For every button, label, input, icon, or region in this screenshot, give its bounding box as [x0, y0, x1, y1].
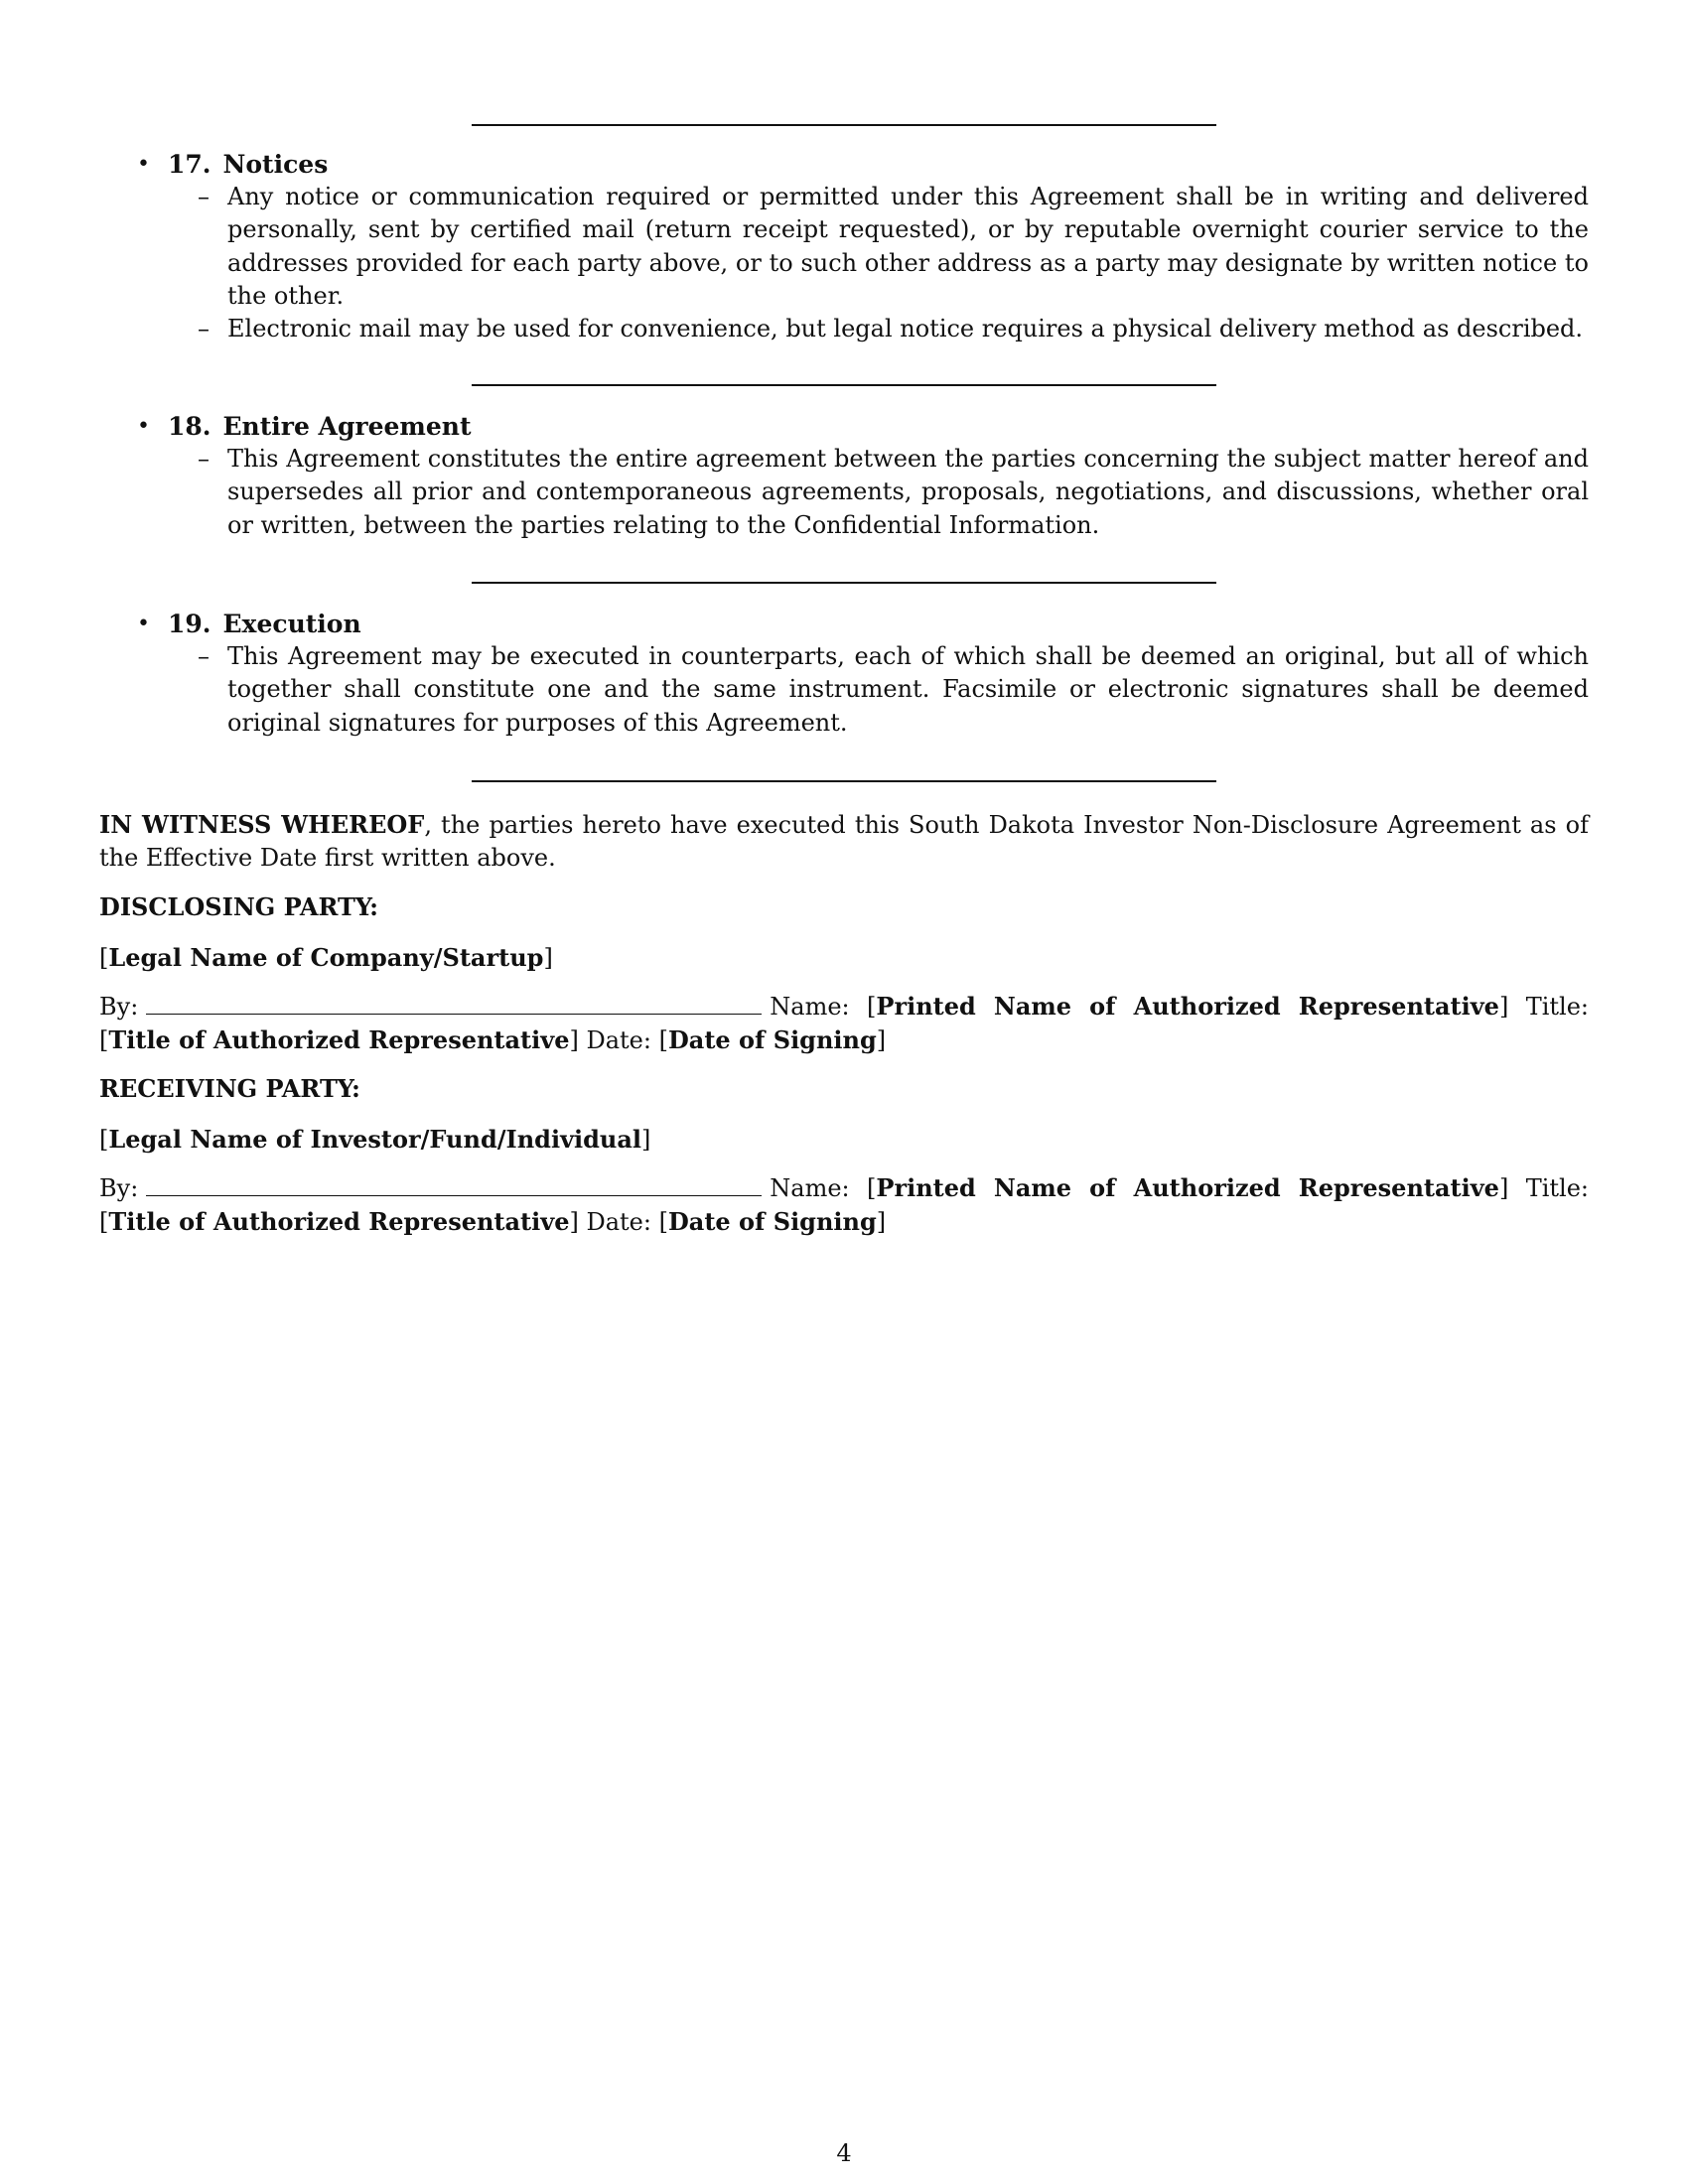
list-item [99, 181, 1589, 313]
document-page [99, 0, 1589, 2184]
section-number: 18. [168, 412, 211, 441]
section-notices [99, 148, 1589, 345]
title-label: Title: [1525, 993, 1589, 1021]
date-value: Date of Signing [667, 1025, 877, 1055]
section-divider [472, 780, 1216, 782]
name-label: Name: [770, 1174, 850, 1202]
bullet-icon: • [137, 612, 150, 636]
dash-icon: – [198, 315, 210, 343]
section-number: 19. [168, 610, 211, 638]
disclosing-signature-block: By: Name: [Printed Name of Authorized Representative] Title: [Title of Authorized Representative] Date: [Date of Signing] [99, 992, 1589, 1055]
by-label: By: [99, 993, 139, 1021]
section-title: Execution [222, 610, 361, 638]
dash-icon: – [198, 642, 210, 670]
list-item-text: This Agreement may be executed in counterparts, each of which shall be deemed an original, but all of which together shall constitute one and the same instrument. Facsimile or electronic signatures shall be deemed original signatures for purposes of this Agreement. [227, 642, 1589, 737]
name-label: Name: [770, 993, 850, 1021]
section-number: 17. [168, 150, 211, 179]
section-execution [99, 608, 1589, 740]
bullet-icon: • [137, 152, 150, 177]
date-label: Date: [586, 1208, 651, 1237]
receiving-party-entity: [Legal Name of Investor/Fund/Individual] [99, 1125, 651, 1154]
page-number: 4 [836, 2139, 852, 2167]
section-divider [472, 582, 1216, 584]
title-label: Title: [1525, 1174, 1589, 1202]
list-item-text: Electronic mail may be used for convenience, but legal notice requires a physical delivery method as described. [227, 315, 1584, 343]
by-label: By: [99, 1174, 139, 1202]
entity-name: Legal Name of Company/Startup [108, 943, 544, 972]
list-item [99, 640, 1589, 740]
section-divider [472, 124, 1216, 126]
title-value: Title of Authorized Representative [108, 1207, 570, 1237]
name-value: Printed Name of Authorized Representative [876, 992, 1499, 1021]
disclosing-party-heading: DISCLOSING PARTY: [99, 892, 378, 921]
section-heading [99, 410, 1589, 443]
receiving-signature-block: By: Name: [Printed Name of Authorized Representative] Title: [Title of Authorized Representative] Date: [Date of Signing] [99, 1173, 1589, 1237]
section-entire-agreement [99, 410, 1589, 542]
witness-paragraph [99, 808, 1589, 876]
date-label: Date: [586, 1026, 651, 1055]
date-value: Date of Signing [667, 1207, 877, 1237]
dash-icon: – [198, 445, 210, 473]
list-item [99, 313, 1589, 345]
section-title: Entire Agreement [222, 412, 472, 441]
signature-line[interactable] [146, 992, 762, 1015]
witness-lead: IN WITNESS WHEREOF [99, 810, 425, 839]
entity-name: Legal Name of Investor/Fund/Individual [108, 1125, 642, 1154]
section-title: Notices [222, 150, 329, 179]
signature-line[interactable] [146, 1173, 762, 1196]
title-value: Title of Authorized Representative [108, 1025, 570, 1055]
dash-icon: – [198, 183, 210, 210]
name-value: Printed Name of Authorized Representative [876, 1173, 1499, 1202]
list-item-text: Any notice or communication required or permitted under this Agreement shall be in writing and delivered personally, sent by certified mail (return receipt requested), or by reputable overnight courier service to the addresses provided for each party above, or to such other address as a party may designate by written notice to the other. [227, 183, 1589, 310]
witness-text: , the parties hereto have executed this South Dakota Investor Non-Disclosure Agreement as of the Effective Date first written above. [99, 811, 1589, 873]
list-item-text: This Agreement constitutes the entire agreement between the parties concerning the subject matter hereof and supersedes all prior and contemporaneous agreements, proposals, negotiations, and discussions, whether oral or written, between the parties relating to the Confidential Information. [227, 445, 1589, 539]
disclosing-party-entity: [Legal Name of Company/Startup] [99, 943, 553, 972]
section-heading [99, 148, 1589, 181]
section-heading [99, 608, 1589, 640]
bullet-icon: • [137, 414, 150, 439]
receiving-party-heading: RECEIVING PARTY: [99, 1074, 360, 1103]
list-item [99, 443, 1589, 542]
section-divider [472, 384, 1216, 386]
